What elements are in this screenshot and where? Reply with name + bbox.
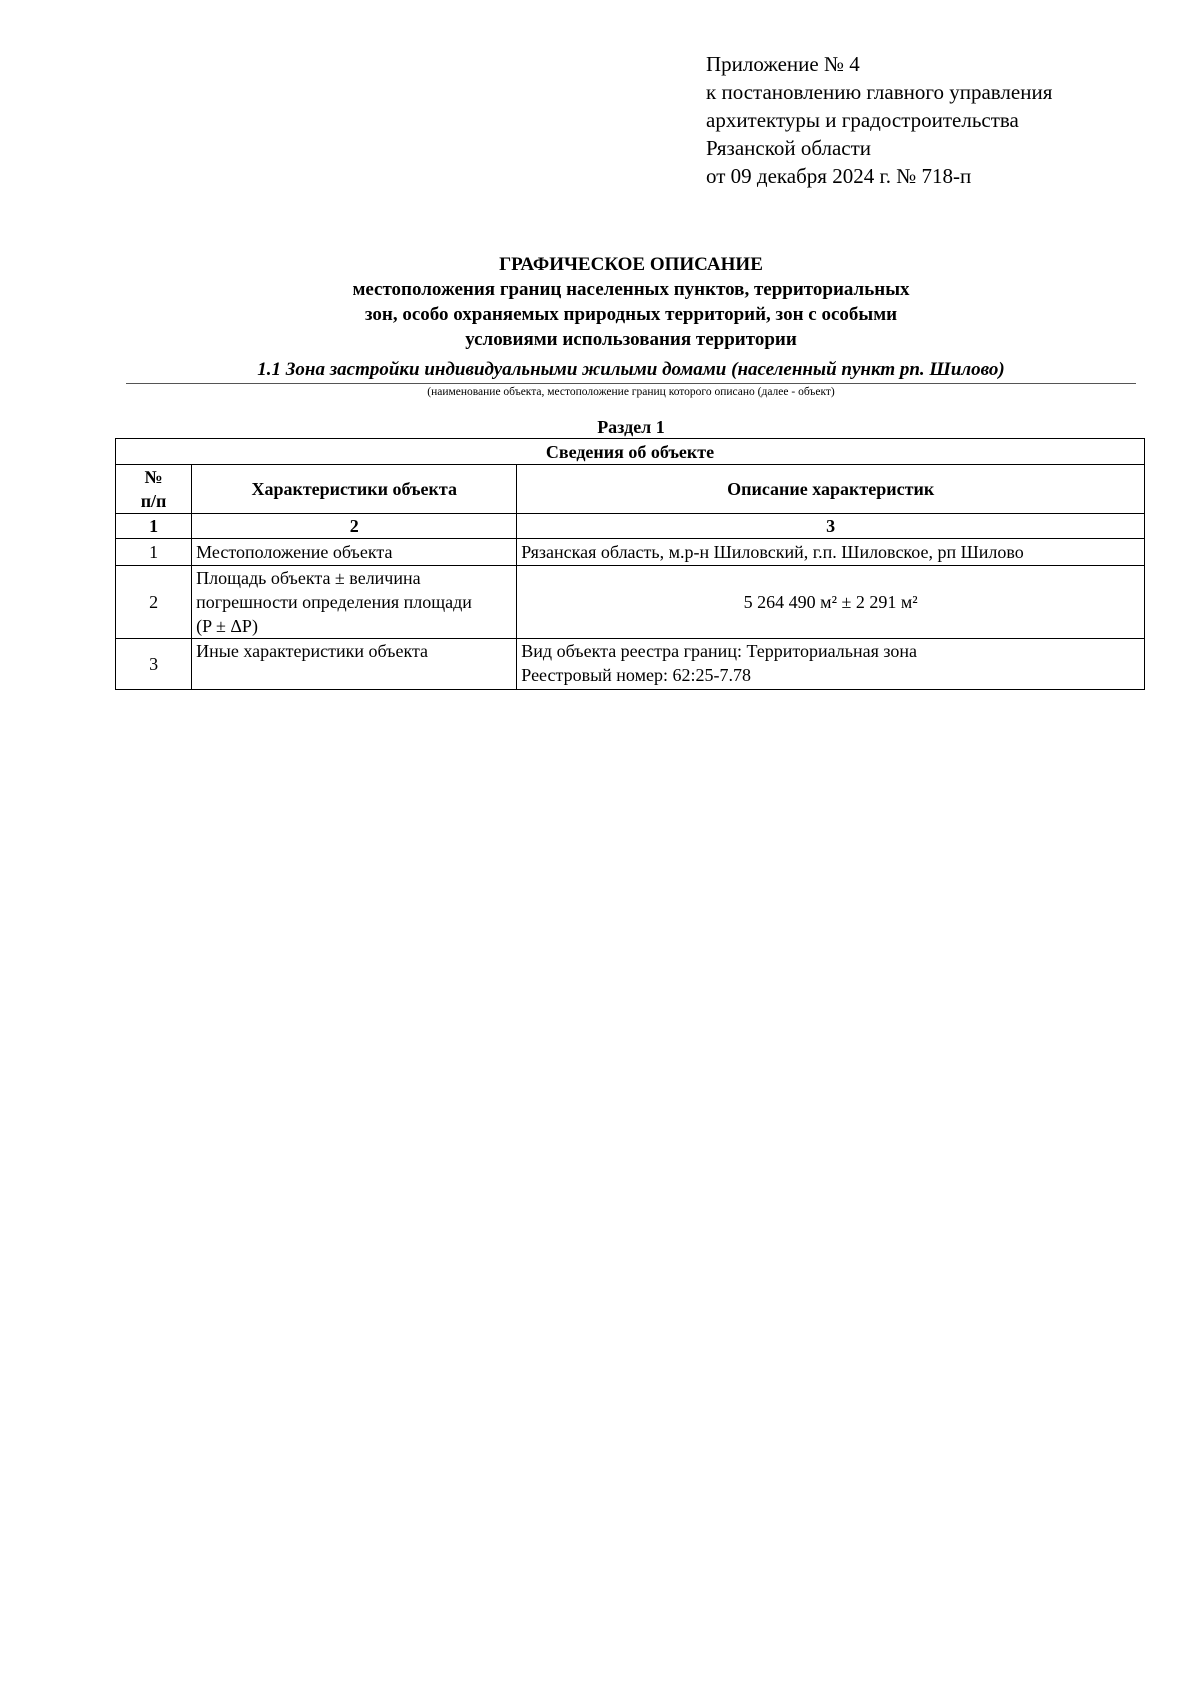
- characteristic-line: Площадь объекта ± величина: [196, 568, 421, 588]
- column-number-row: [116, 514, 1145, 539]
- object-name-underline: [126, 383, 1136, 384]
- description-line: Рязанская область, м.р-н Шиловский, г.п. Шиловское, рп Шилово: [521, 542, 1024, 562]
- section-label: Раздел 1: [597, 417, 665, 437]
- heading-line: зон, особо охраняемых природных территорий, зон с особыми: [364, 304, 898, 325]
- table-row: [116, 566, 1145, 639]
- column-number: 3: [517, 514, 1145, 539]
- characteristic-line: (P ± ΔP): [196, 616, 258, 636]
- table-header-row: [116, 465, 1145, 514]
- table-row: [116, 639, 1145, 690]
- column-number: 1: [116, 514, 192, 539]
- row-characteristic: [192, 639, 517, 690]
- object-name-caption: (наименование объекта, местоположение границ которого описано (далее - объект): [427, 386, 835, 398]
- row-characteristic: [192, 539, 517, 566]
- row-num: 1: [116, 539, 192, 566]
- appendix-line: Рязанской области: [706, 136, 872, 160]
- table-title: Сведения об объекте: [116, 439, 1145, 465]
- header-num: [116, 465, 192, 514]
- description-line: Реестровый номер: 62:25-7.78: [521, 665, 751, 685]
- appendix-block: [706, 50, 1052, 190]
- table-row: [116, 539, 1145, 566]
- characteristic-line: Местоположение объекта: [196, 542, 393, 562]
- header-num-line1: №: [144, 467, 163, 487]
- row-description: [517, 566, 1145, 639]
- document-heading: [120, 252, 1142, 352]
- row-description: [517, 539, 1145, 566]
- appendix-line: от 09 декабря 2024 г. № 718-п: [706, 164, 972, 188]
- header-num-line2: п/п: [140, 491, 167, 511]
- characteristic-line: Иные характеристики объекта: [196, 641, 429, 661]
- heading-line: местоположения границ населенных пунктов, территориальных: [352, 279, 910, 300]
- appendix-line: к постановлению главного управления: [706, 80, 1053, 104]
- appendix-line: Приложение № 4: [706, 52, 860, 76]
- description-line: 5 264 490 м² ± 2 291 м²: [743, 592, 918, 612]
- column-number: 2: [192, 514, 517, 539]
- row-num: 3: [116, 639, 192, 690]
- object-name: 1.1 Зона застройки индивидуальными жилыми домами (населенный пункт рп. Шилово): [257, 359, 1005, 380]
- header-characteristics: Характеристики объекта: [192, 465, 517, 514]
- description-line: Вид объекта реестра границ: Территориальная зона: [521, 641, 918, 661]
- characteristic-line: погрешности определения площади: [196, 592, 472, 612]
- object-info-table: [115, 438, 1145, 690]
- row-num: 2: [116, 566, 192, 639]
- row-characteristic: [192, 566, 517, 639]
- header-description: Описание характеристик: [517, 465, 1145, 514]
- heading-line: условиями использования территории: [465, 329, 797, 350]
- row-description: [517, 639, 1145, 690]
- table-title-row: [116, 439, 1145, 465]
- appendix-line: архитектуры и градостроительства: [706, 108, 1019, 132]
- heading-title: ГРАФИЧЕСКОЕ ОПИСАНИЕ: [499, 254, 763, 275]
